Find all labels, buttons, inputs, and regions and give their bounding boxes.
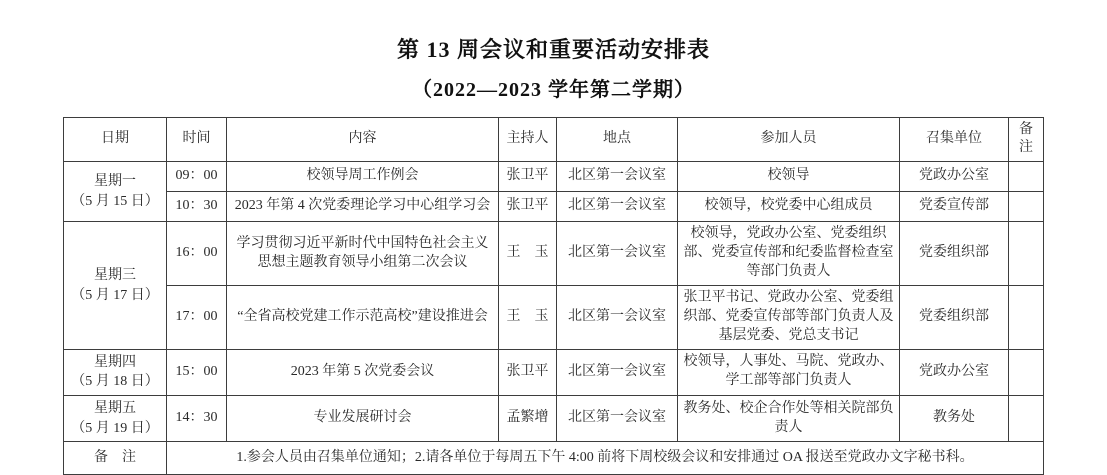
note-label-cell: 备 注	[64, 442, 167, 475]
host-cell: 张卫平	[499, 162, 557, 192]
meeting-schedule-table	[63, 117, 1044, 475]
day-label: 星期一	[94, 174, 136, 190]
location-cell: 北区第一会议室	[557, 222, 678, 286]
organizer-cell: 党委组织部	[900, 286, 1009, 350]
header-organizer: 召集单位	[900, 117, 1009, 162]
content-cell: 2023 年第 4 次党委理论学习中心组学习会	[227, 192, 499, 222]
day-label: 星期四	[94, 354, 136, 370]
time-cell: 15：00	[167, 349, 227, 395]
location-cell: 北区第一会议室	[557, 395, 678, 441]
host-cell: 张卫平	[499, 192, 557, 222]
participants-cell: 张卫平书记、党政办公室、党委组织部、党委宣传部等部门负责人及基层党委、党总支书记	[678, 286, 900, 350]
participants-cell: 校领导	[678, 162, 900, 192]
table-row	[64, 395, 1044, 441]
remark-cell	[1009, 162, 1044, 192]
time-cell: 09：00	[167, 162, 227, 192]
header-content: 内容	[227, 117, 499, 162]
table-row	[64, 349, 1044, 395]
page-subtitle: （2022—2023 学年第二学期）	[412, 78, 695, 101]
remark-cell	[1009, 222, 1044, 286]
remark-cell	[1009, 192, 1044, 222]
page-title: 第 13 周会议和重要活动安排表	[396, 37, 710, 62]
host-cell: 王 玉	[499, 222, 557, 286]
participants-cell: 教务处、校企合作处等相关院部负责人	[678, 395, 900, 441]
day-label: 星期五	[94, 400, 136, 416]
header-date: 日期	[64, 117, 167, 162]
table-row	[64, 192, 1044, 222]
content-cell: 专业发展研讨会	[227, 395, 499, 441]
organizer-cell: 党政办公室	[900, 162, 1009, 192]
day-label: 星期三	[94, 267, 136, 283]
organizer-cell: 党委组织部	[900, 222, 1009, 286]
note-row	[64, 442, 1044, 475]
table-row	[64, 162, 1044, 192]
header-time: 时间	[167, 117, 227, 162]
document-header	[0, 0, 1107, 103]
date-label: （5 月 18 日）	[71, 374, 159, 390]
host-cell: 张卫平	[499, 349, 557, 395]
time-cell: 17：00	[167, 286, 227, 350]
remark-cell	[1009, 286, 1044, 350]
participants-cell: 校领导，党政办公室、党委组织部、党委宣传部和纪委监督检查室等部门负责人	[678, 222, 900, 286]
content-cell: 2023 年第 5 次党委会议	[227, 349, 499, 395]
location-cell: 北区第一会议室	[557, 286, 678, 350]
participants-cell: 校领导，人事处、马院、党政办、学工部等部门负责人	[678, 349, 900, 395]
remark-cell	[1009, 349, 1044, 395]
location-cell: 北区第一会议室	[557, 349, 678, 395]
date-cell-friday	[64, 395, 167, 441]
organizer-cell: 党政办公室	[900, 349, 1009, 395]
time-cell: 14：30	[167, 395, 227, 441]
table-header-row	[64, 117, 1044, 162]
header-participants: 参加人员	[678, 117, 900, 162]
content-cell: 校领导周工作例会	[227, 162, 499, 192]
date-label: （5 月 17 日）	[71, 287, 159, 303]
host-cell: 王 玉	[499, 286, 557, 350]
host-cell: 孟繁增	[499, 395, 557, 441]
content-cell: 学习贯彻习近平新时代中国特色社会主义思想主题教育领导小组第二次会议	[227, 222, 499, 286]
organizer-cell: 教务处	[900, 395, 1009, 441]
header-remark: 备注	[1009, 117, 1044, 162]
location-cell: 北区第一会议室	[557, 162, 678, 192]
organizer-cell: 党委宣传部	[900, 192, 1009, 222]
date-cell-monday	[64, 162, 167, 222]
location-cell: 北区第一会议室	[557, 192, 678, 222]
date-label: （5 月 15 日）	[71, 193, 159, 209]
remark-cell	[1009, 395, 1044, 441]
content-cell: “全省高校党建工作示范高校”建设推进会	[227, 286, 499, 350]
participants-cell: 校领导，校党委中心组成员	[678, 192, 900, 222]
header-location: 地点	[557, 117, 678, 162]
note-text-cell: 1.参会人员由召集单位通知；2.请各单位于每周五下午 4:00 前将下周校级会议和安排通过 OA 报送至党政办文字秘书科。	[167, 442, 1044, 475]
date-cell-thursday	[64, 349, 167, 395]
time-cell: 10：30	[167, 192, 227, 222]
table-row	[64, 286, 1044, 350]
time-cell: 16：00	[167, 222, 227, 286]
table-row	[64, 222, 1044, 286]
date-label: （5 月 19 日）	[71, 420, 159, 436]
date-cell-wednesday	[64, 222, 167, 349]
header-host: 主持人	[499, 117, 557, 162]
